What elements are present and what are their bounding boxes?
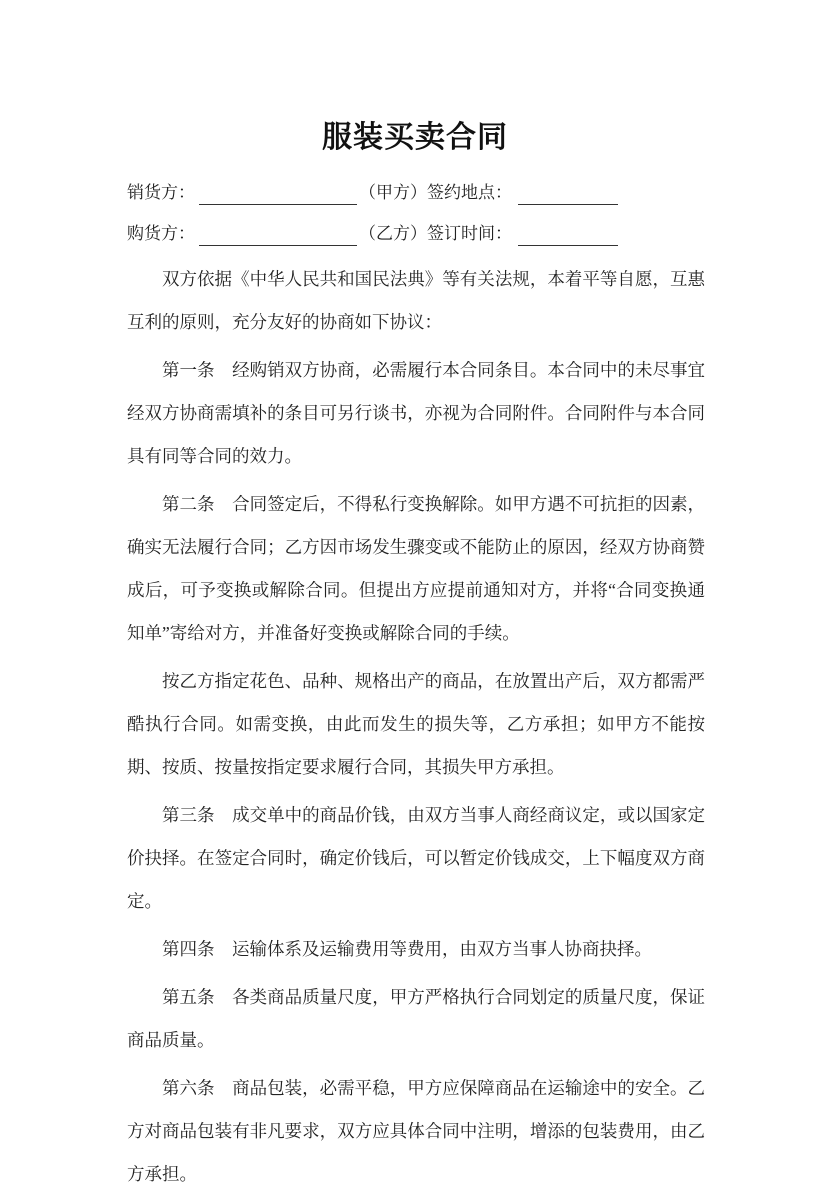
buyer-name-blank[interactable]	[199, 223, 357, 246]
seller-label: 销货方：	[127, 183, 195, 202]
article-label: 第五条	[162, 987, 215, 1007]
buyer-role-label: （乙方）签订时间：	[359, 224, 512, 243]
document-title: 服装买卖合同	[322, 121, 508, 154]
paragraph-text: 按乙方指定花色、品种、规格出产的商品，在放置出产后，双方都需严酷执行合同。如需变换，由此而发生的损失等，乙方承担；如甲方不能按期、按质、按量按指定要求履行合同，其损失甲方承担。	[127, 671, 705, 777]
paragraph-article-4	[127, 928, 705, 971]
contract-body	[127, 258, 705, 1201]
paragraph-article-5	[127, 976, 705, 1062]
paragraph-article-2-cont	[127, 660, 705, 789]
paragraph-article-3	[127, 794, 705, 923]
paragraph-text: 商品包装，必需平稳，甲方应保障商品在运输途中的安全。乙方对商品包装有非凡要求，双方应具体合同中注明，增添的包装费用，由乙方承担。	[127, 1078, 706, 1184]
paragraph-article-2	[127, 483, 705, 655]
paragraph-text: 双方依据《中华人民共和国民法典》等有关法规，本着平等自愿，互惠互利的原则，充分友好的协商如下协议：	[127, 269, 705, 332]
paragraph-text: 合同签定后，不得私行变换解除。如甲方遇不可抗拒的因素，确实无法履行合同；乙方因市场发生骤变或不能防止的原因，经双方协商赞成后，可予变换或解除合同。但提出方应提前通知对方，并将“合同变换通知单”寄给对方，并准备好变换或解除合同的手续。	[127, 494, 706, 643]
paragraph-article-1	[127, 349, 705, 478]
article-label: 第二条	[162, 494, 215, 514]
article-label: 第三条	[162, 805, 215, 825]
paragraph-text: 运输体系及运输费用等费用，由双方当事人协商抉择。	[232, 939, 652, 959]
paragraph-text: 各类商品质量尺度，甲方严格执行合同划定的质量尺度，保证商品质量。	[127, 987, 706, 1050]
paragraph-text: 经购销双方协商，必需履行本合同条目。本合同中的未尽事宜经双方协商需填补的条目可另行谈书，亦视为合同附件。合同附件与本合同具有同等合同的效力。	[127, 360, 706, 466]
article-label: 第六条	[162, 1078, 215, 1098]
buyer-row	[127, 222, 618, 246]
seller-role-label: （甲方）签约地点：	[359, 183, 512, 202]
paragraph-text: 成交单中的商品价钱，由双方当事人商经商议定，或以国家定价抉择。在签定合同时，确定价钱后，可以暂定价钱成交，上下幅度双方商定。	[127, 805, 706, 911]
article-label: 第一条	[162, 360, 215, 380]
sign-date-blank[interactable]	[518, 223, 618, 246]
paragraph-preamble	[127, 258, 705, 344]
seller-row	[127, 181, 618, 205]
article-label: 第四条	[162, 939, 215, 959]
paragraph-article-6	[127, 1067, 705, 1196]
buyer-label: 购货方：	[127, 224, 195, 243]
sign-place-blank[interactable]	[518, 182, 618, 205]
seller-name-blank[interactable]	[199, 182, 357, 205]
